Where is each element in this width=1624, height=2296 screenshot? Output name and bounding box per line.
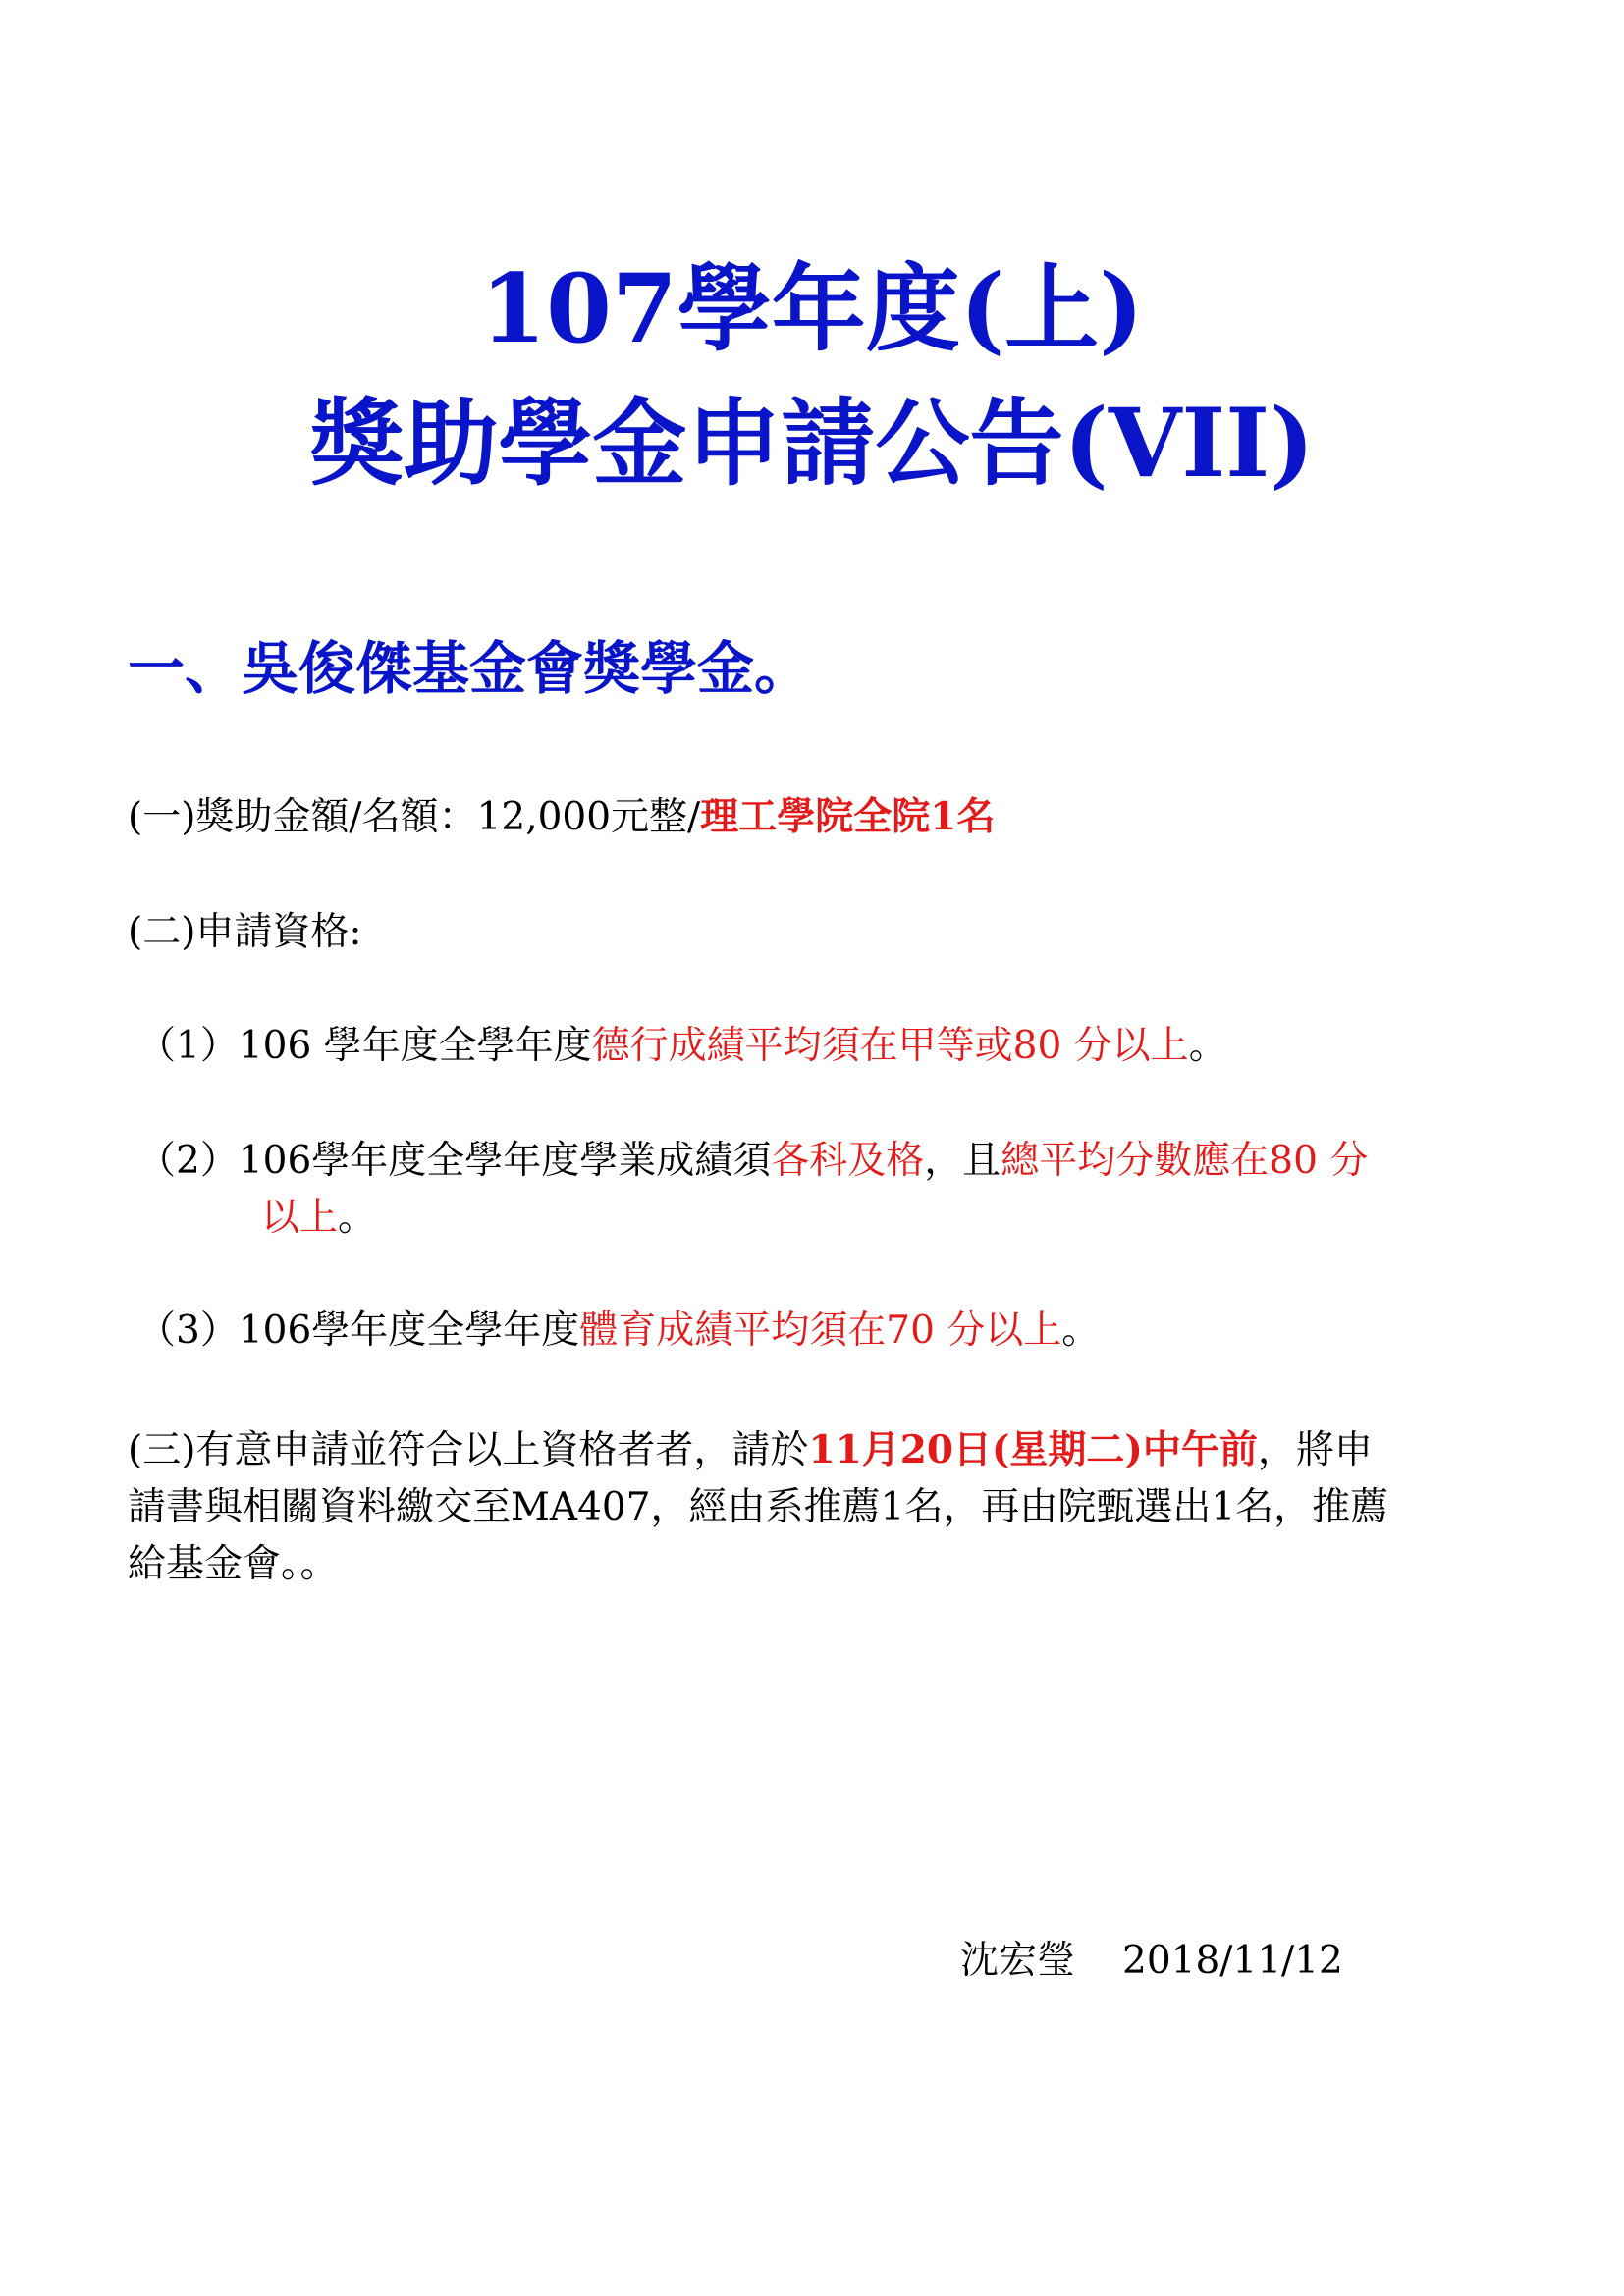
signature	[960, 1936, 1343, 1987]
instructions-line-3: 給基金會。。	[128, 1542, 339, 1586]
criterion-2-line2-tail: 。	[338, 1196, 377, 1240]
application-instructions	[128, 1421, 1517, 1593]
title-line-1: 107學年度(上)	[480, 253, 1144, 364]
instructions-prefix: (三)有意申請並符合以上資格者者，請於	[128, 1428, 809, 1472]
criterion-2	[137, 1136, 1368, 1187]
award-quota-highlight: 理工學院全院1名	[700, 794, 996, 839]
criterion-2-highlight-2: 總平均分數應在80 分	[1001, 1139, 1369, 1183]
criterion-2-mid: ，且	[924, 1139, 1001, 1183]
criterion-1-highlight: 德行成績平均須在甲等或80 分以上	[591, 1024, 1189, 1068]
criterion-1	[137, 1021, 1227, 1072]
deadline-highlight: 11月20日(星期二)中午前	[808, 1427, 1258, 1472]
criterion-3-tail: 。	[1061, 1308, 1101, 1353]
criterion-3	[137, 1306, 1100, 1357]
award-amount-text: (一)獎助金額/名額：12,000元整/	[128, 795, 701, 839]
criterion-1-lead: （1）106 學年度全學年度	[137, 1024, 592, 1068]
title-line-2: 獎助學金申請公告(VII)	[309, 388, 1315, 499]
instructions-line-2: 請書與相關資料繳交至MA407，經由系推薦1名，再由院甄選出1名，推薦	[128, 1485, 1389, 1529]
instructions-suffix: ，將申	[1257, 1428, 1373, 1472]
signature-name: 沈宏瑩	[960, 1939, 1076, 1983]
eligibility-label: (二)申請資格:	[128, 910, 362, 954]
criterion-3-lead: （3）106學年度全學年度	[137, 1308, 580, 1353]
section-heading: 一、吳俊傑基金會獎學金。	[128, 635, 812, 702]
criterion-3-highlight: 體育成績平均須在70 分以上	[579, 1308, 1062, 1353]
criterion-2-lead: （2）106學年度全學年度學業成績須	[137, 1139, 772, 1183]
signature-date: 2018/11/12	[1122, 1939, 1343, 1983]
criterion-2-continued	[261, 1193, 376, 1244]
criterion-1-tail: 。	[1188, 1024, 1227, 1068]
award-amount-line	[128, 791, 995, 843]
instructions-line-1	[128, 1421, 1517, 1479]
criterion-2-line2-highlight: 以上	[261, 1196, 339, 1240]
criterion-2-highlight-1: 各科及格	[771, 1139, 925, 1183]
